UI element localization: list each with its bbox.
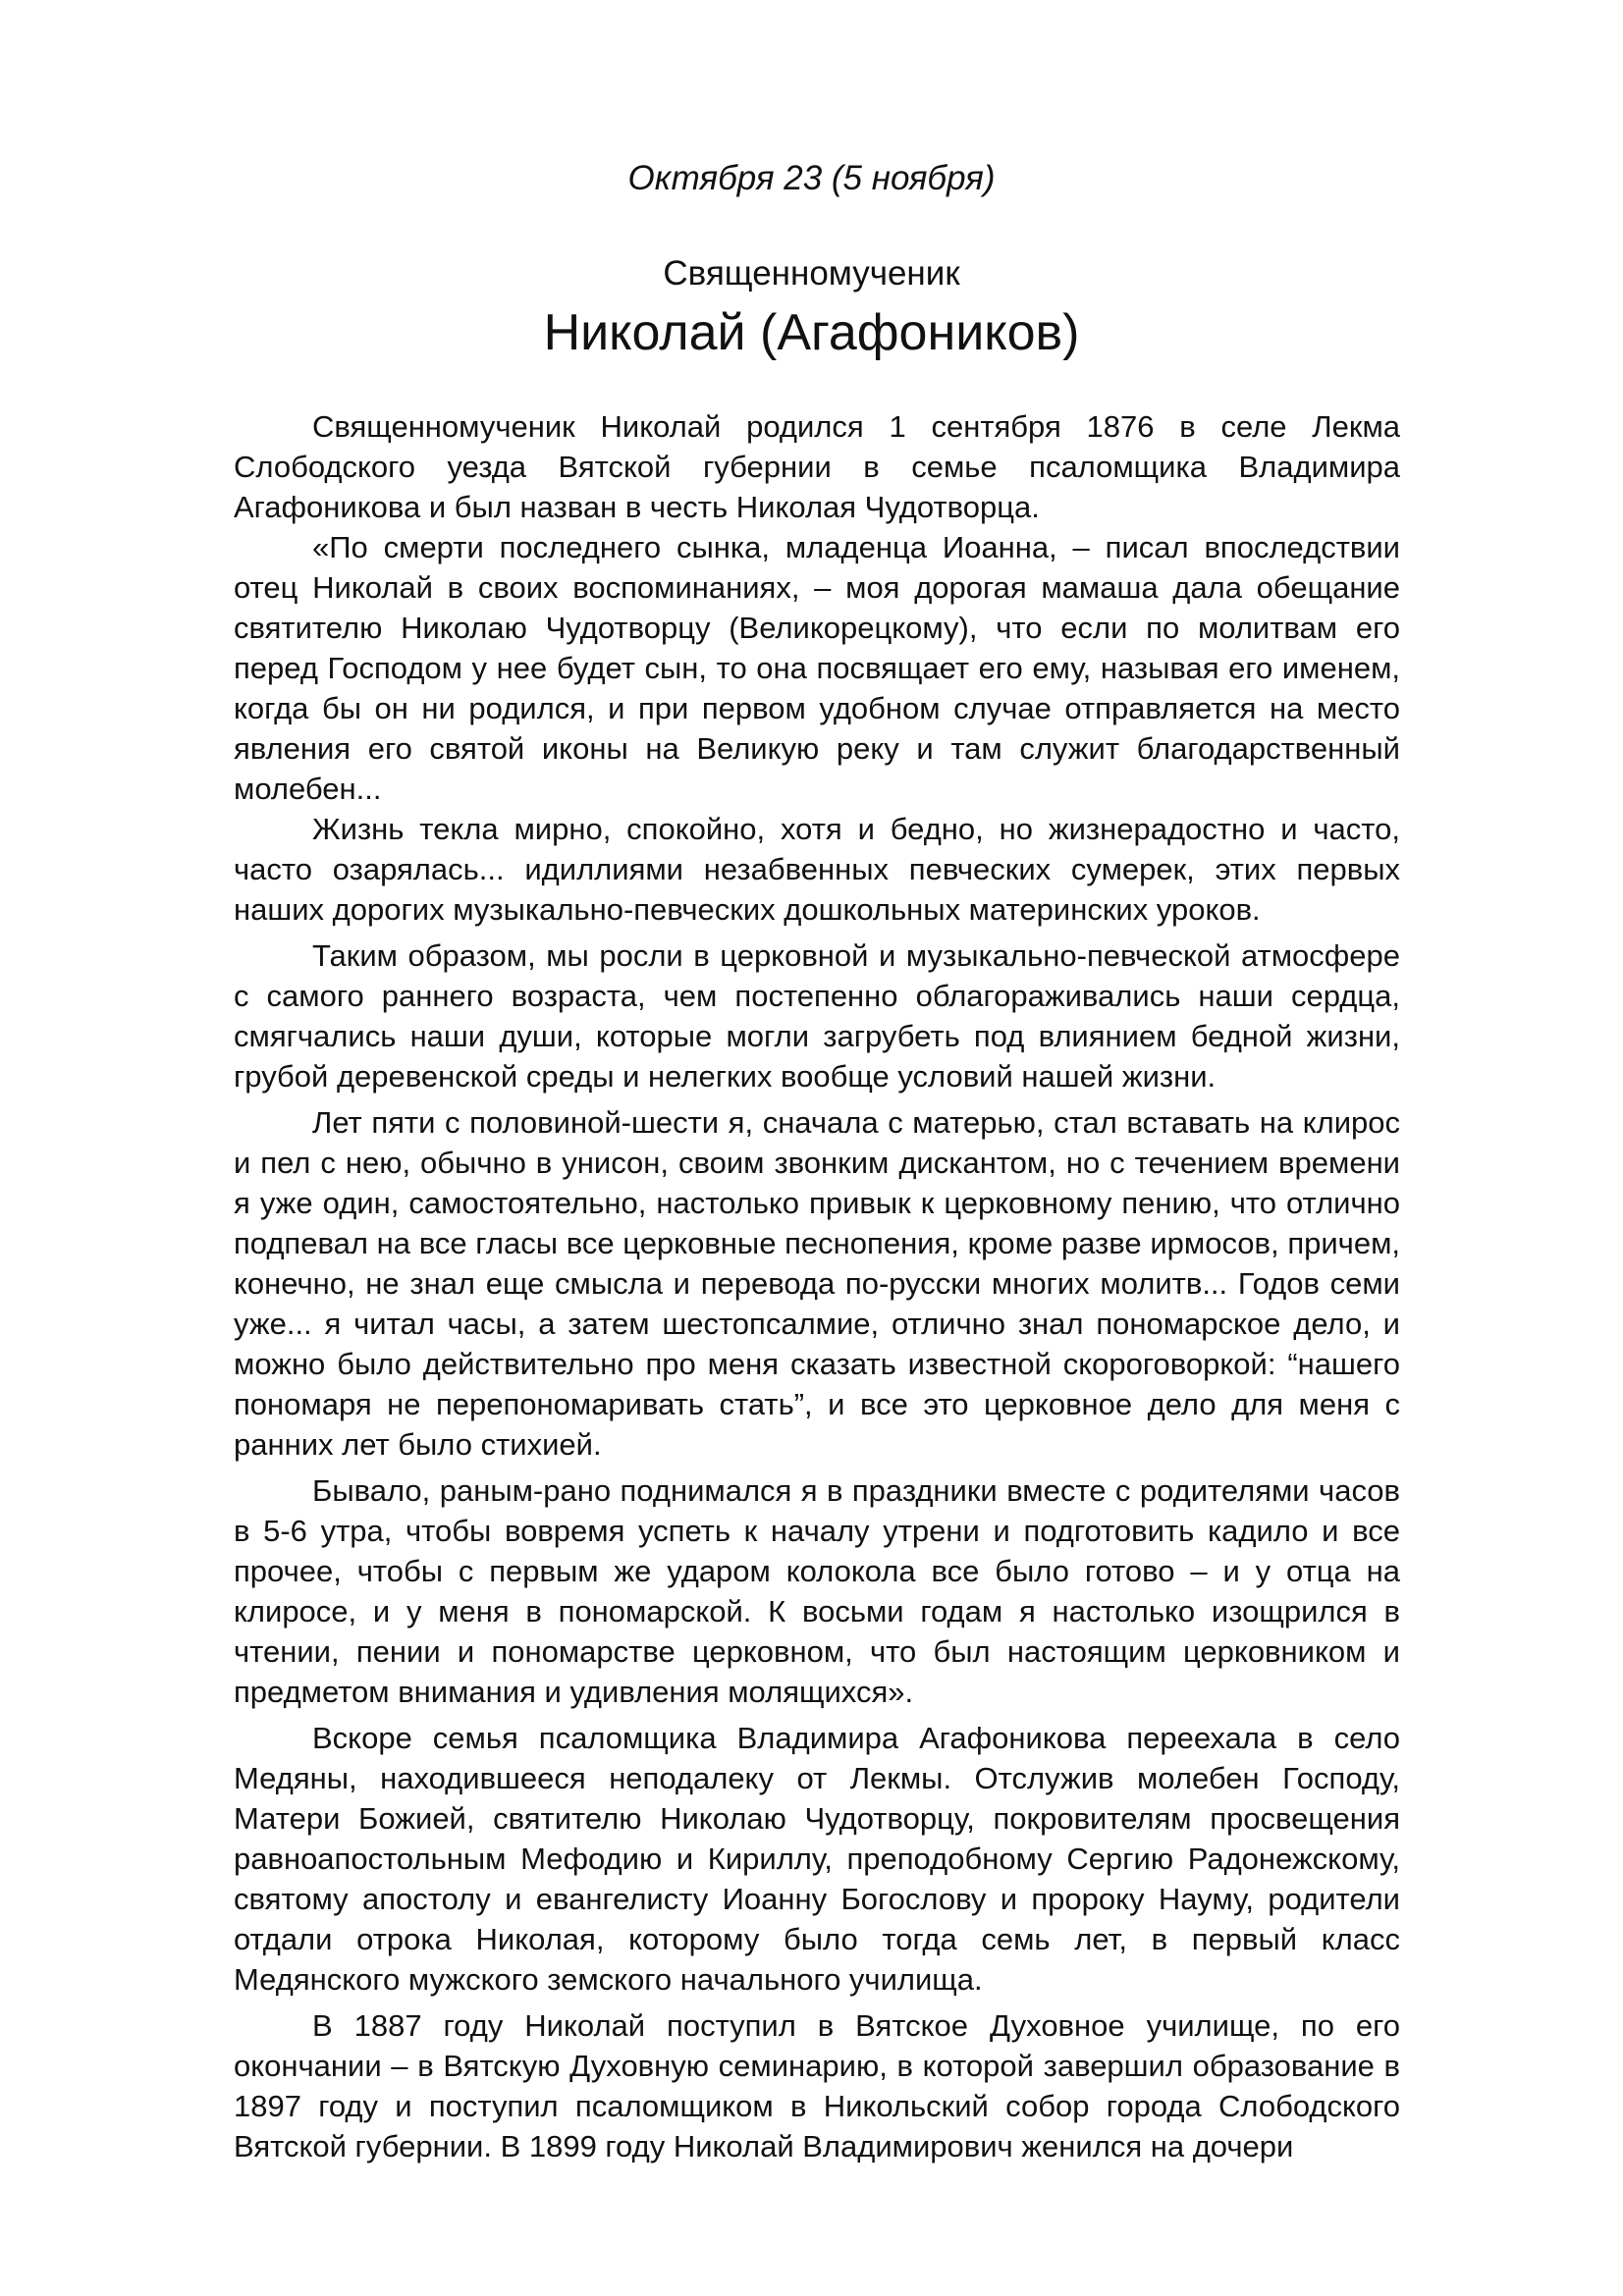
paragraph: Жизнь текла мирно, спокойно, хотя и бедно, но жизнерадостно и часто, часто озарялась... идиллиями незабвенных певческих сумерек, этих первых наших дорогих музыкально-певческих дошкольных материнских уроков. bbox=[234, 812, 1400, 927]
paragraph: «По смерти последнего сынка, младенца Иоанна, – писал впоследствии отец Николай в своих воспоминаниях, – моя дорогая мамаша дала обещание святителю Николаю Чудотворцу (Великорецкому), что если по молитвам его перед Господом у нее будет сын, то она посвящает его ему, называя его именем, когда бы он ни родился, и при первом удобном случае отправляется на место явления его святой иконы на Великую реку и там служит благодарственный молебен... bbox=[234, 530, 1400, 806]
paragraph: В 1887 году Николай поступил в Вятское Духовное училище, по его окончании – в Вятскую Духовную семинарию, в которой завершил образование в 1897 году и поступил псаломщиком в Никольский собор города Слободского Вятской губернии. В 1899 году Николай Владимирович женился на дочери bbox=[234, 2008, 1400, 2163]
biography-text bbox=[234, 406, 1400, 2166]
paragraph: Таким образом, мы росли в церковной и музыкально-певческой атмосфере с самого раннего возраста, чем постепенно облагораживались наши сердца, смягчались наши души, которые могли загрубеть под влиянием бедной жизни, грубой деревенской среды и нелегких вообще условий нашей жизни. bbox=[234, 938, 1400, 1094]
feast-date: Октября 23 (5 ноября) bbox=[627, 159, 996, 197]
paragraph: Священномученик Николай родился 1 сентября 1876 в селе Лекма Слободского уезда Вятской губернии в семье псаломщика Владимира Агафоникова и был назван в честь Николая Чудотворца. bbox=[234, 409, 1400, 524]
saint-name: Николай (Агафоников) bbox=[543, 304, 1080, 361]
saint-rank: Священномученик bbox=[663, 254, 960, 293]
paragraph: Бывало, раным-рано поднимался я в праздники вместе с родителями часов в 5-6 утра, чтобы вовремя успеть к началу утрени и подготовить кадило и все прочее, чтобы с первым же ударом колокола все было готово – и у отца на клиросе, и у меня в пономарской. К восьми годам я настолько изощрился в чтении, пении и пономарстве церковном, что был настоящим церковником и предметом внимания и удивления молящихся». bbox=[234, 1473, 1400, 1709]
paragraph: Вскоре семья псаломщика Владимира Агафоникова переехала в село Медяны, находившееся неподалеку от Лекмы. Отслужив молебен Господу, Матери Божией, святителю Николаю Чудотворцу, покровителям просвещения равноапостольным Мефодию и Кириллу, преподобному Сергию Радонежскому, святому апостолу и евангелисту Иоанну Богослову и пророку Науму, родители отдали отрока Николая, которому было тогда семь лет, в первый класс Медянского мужского земского начального училища. bbox=[234, 1721, 1400, 1997]
paragraph: Лет пяти с половиной-шести я, сначала с матерью, стал вставать на клирос и пел с нею, обычно в унисон, своим звонким дискантом, но с течением времени я уже один, самостоятельно, настолько привык к церковному пению, что отлично подпевал на все гласы все церковные песнопения, кроме разве ирмосов, причем, конечно, не знал еще смысла и перевода по-русски многих молитв... Годов семи уже... я читал часы, а затем шестопсалмие, отлично знал пономарское дело, и можно было действительно про меня сказать известной скороговоркой: “нашего пономаря не перепономаривать стать”, и все это церковное дело для меня с ранних лет было стихией. bbox=[234, 1105, 1400, 1462]
